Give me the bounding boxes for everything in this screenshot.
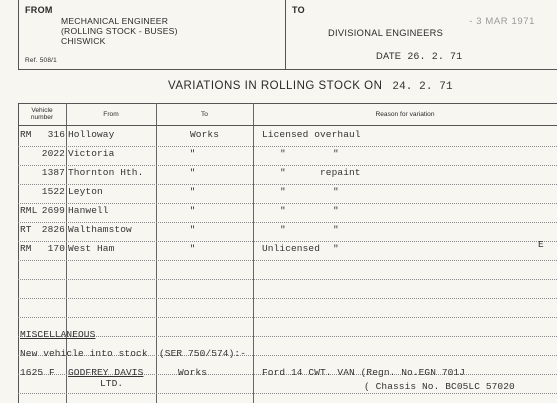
reason: " <box>280 186 286 197</box>
vehicle-class: RML <box>20 205 38 216</box>
to-destination: " <box>189 205 196 216</box>
reason: " <box>280 224 286 235</box>
misc-description: Ford 14 CWT. VAN (Regn. No.EGN 701J <box>262 367 466 378</box>
from-garage: Walthamstow <box>68 224 132 235</box>
vehicle-number: 1387 <box>41 167 65 178</box>
reason-detail: " <box>333 243 339 254</box>
to-destination: " <box>189 167 196 178</box>
row-rule <box>18 203 557 204</box>
from-address <box>61 16 178 46</box>
row-note: E <box>538 239 544 250</box>
misc-to-destination: Works <box>177 367 207 378</box>
from-label: FROM <box>25 5 53 15</box>
misc-chassis: ( Chassis No. BC05LC 57020 <box>364 381 515 392</box>
column-header-vehicle-text: Vehicle number <box>30 107 54 121</box>
from-garage: Victoria <box>68 148 115 159</box>
reason-detail: " <box>333 224 339 235</box>
date-label: DATE <box>376 51 402 61</box>
row-rule <box>18 146 557 147</box>
reason-detail: " <box>333 205 339 216</box>
reason-detail: " <box>333 186 339 197</box>
date-value: 26. 2. 71 <box>407 52 463 63</box>
vehicle-class: RM <box>20 129 32 140</box>
column-header-reason: Reason for variation <box>375 110 435 118</box>
row-rule <box>18 336 557 337</box>
from-line-2: (ROLLING STOCK - BUSES) <box>61 26 178 36</box>
title-date: 24. 2. 71 <box>392 81 453 93</box>
reason: " <box>280 148 286 159</box>
received-stamp: - 3 MAR 1971 <box>469 16 535 27</box>
to-label: TO <box>292 5 305 15</box>
vehicle-number: 2022 <box>41 148 65 159</box>
document-title <box>168 80 453 93</box>
vehicle-class: RT <box>20 224 32 235</box>
column-header-from: From <box>103 110 119 118</box>
reason: Licensed overhaul <box>262 129 361 140</box>
date-line <box>376 51 462 63</box>
misc-supplier: GODFREY DAVIS <box>68 367 144 378</box>
vehicle-number: 1522 <box>41 186 65 197</box>
from-garage: West Ham <box>68 243 115 254</box>
vehicle-number: 2699 <box>41 205 65 216</box>
from-line-3: CHISWICK <box>61 36 106 46</box>
from-garage: Thornton Hth. <box>68 167 144 178</box>
row-rule <box>18 260 557 261</box>
row-rule <box>18 298 557 299</box>
reason-detail: " <box>333 148 339 159</box>
column-header-to: To <box>201 110 208 118</box>
row-rule <box>18 165 557 166</box>
from-box <box>18 0 286 70</box>
column-header-vehicle <box>18 103 66 125</box>
vehicle-number: 2826 <box>41 224 65 235</box>
reason-detail: repaint <box>320 167 361 178</box>
reason: " <box>280 167 286 178</box>
column-divider <box>253 103 254 403</box>
vehicle-class: RM <box>20 243 32 254</box>
from-line-1: MECHANICAL ENGINEER <box>61 16 169 26</box>
to-destination: " <box>189 224 196 235</box>
to-destination: " <box>189 243 196 254</box>
from-garage: Hanwell <box>68 205 109 216</box>
row-rule <box>18 184 557 185</box>
to-box <box>286 0 557 70</box>
vehicle-number: 170 <box>47 243 65 254</box>
row-rule <box>18 241 557 242</box>
reason: " <box>280 205 286 216</box>
row-rule <box>18 279 557 280</box>
misc-heading: MISCELLANEOUS <box>20 329 96 340</box>
header-rule <box>18 125 557 126</box>
from-garage: Holloway <box>68 129 115 140</box>
misc-supplier-suffix: LTD. <box>100 378 124 389</box>
reason: Unlicensed <box>262 243 321 254</box>
reference-number: Ref. 508/1 <box>25 57 57 64</box>
to-destination: Works <box>189 129 219 140</box>
row-rule <box>18 317 557 318</box>
to-destination: " <box>189 148 196 159</box>
misc-item-number: 1625 F <box>20 367 55 378</box>
misc-ser-reference: (SER 750/574):- <box>159 348 247 359</box>
vehicle-number: 316 <box>47 129 65 140</box>
to-destination: " <box>189 186 196 197</box>
to-recipient: DIVISIONAL ENGINEERS <box>328 28 444 38</box>
row-rule <box>18 393 557 394</box>
misc-new-vehicle-line: New vehicle into stock <box>20 348 148 359</box>
row-rule <box>18 222 557 223</box>
title-text: VARIATIONS IN ROLLING STOCK ON <box>168 80 383 92</box>
from-garage: Leyton <box>68 186 103 197</box>
